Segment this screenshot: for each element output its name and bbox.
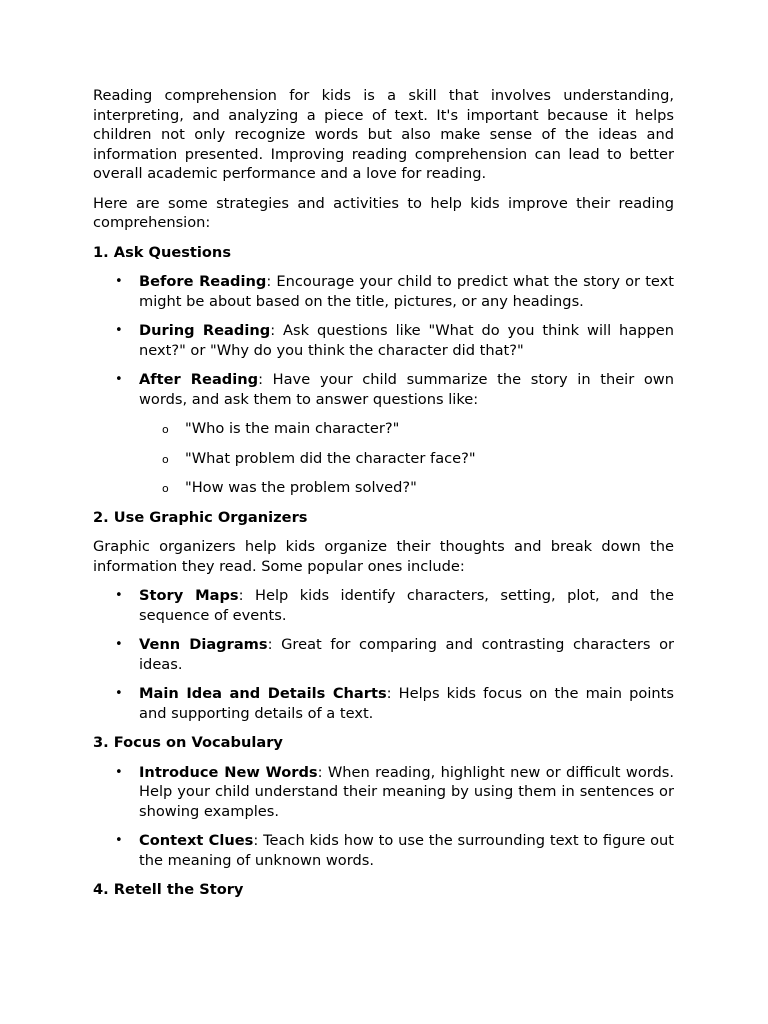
- list-item: [139, 272, 674, 311]
- list-item: [139, 831, 674, 870]
- item-term: Venn Diagrams: [139, 636, 268, 653]
- document-page: [93, 86, 674, 910]
- sub-list-item: o "Who is the main character?": [185, 419, 674, 439]
- list-item: [139, 370, 674, 498]
- intro-paragraph: Reading comprehension for kids is a skill that involves understanding, interpreting, and analyzing a piece of text. It's important because it helps children not only recognize words but also make sense of the ideas and information presented. Improving reading comprehension can lead to better overall academic performance and a love for reading.: [93, 87, 674, 182]
- sub-list: [139, 419, 674, 498]
- list-item: [139, 763, 674, 822]
- bullet-list: [93, 586, 674, 723]
- item-term: After Reading: [139, 371, 259, 388]
- item-text: : When reading, highlight new or difficult words. Help your child understand their meaning by using them in sentences or showing examples.: [139, 763, 674, 820]
- item-text: : Great for comparing and contrasting characters or ideas.: [139, 636, 674, 673]
- item-term: Context Clues: [139, 832, 254, 849]
- section-heading: 3. Focus on Vocabulary: [93, 734, 283, 751]
- item-text: : Helps kids focus on the main points and supporting details of a text.: [139, 685, 674, 722]
- item-term: Main Idea and Details Charts: [139, 685, 387, 702]
- list-item: [139, 684, 674, 723]
- item-text: : Help kids identify characters, setting, plot, and the sequence of events.: [139, 587, 674, 624]
- section-heading: 2. Use Graphic Organizers: [93, 508, 308, 526]
- item-term: Introduce New Words: [139, 763, 318, 781]
- item-text: : Have your child summarize the story in their own words, and ask them to answer questions like:: [139, 371, 674, 408]
- section-heading: 4. Retell the Story: [93, 881, 244, 898]
- item-text: : Encourage your child to predict what the story or text might be about based on the title, pictures, or any headings.: [139, 273, 674, 310]
- list-item: [139, 586, 674, 625]
- intro-paragraph: Here are some strategies and activities to help kids improve their reading comprehension:: [93, 194, 674, 231]
- bullet-list: [93, 763, 674, 871]
- sub-list-item: o "What problem did the character face?": [185, 449, 674, 469]
- item-text: : Ask questions like "What do you think will happen next?" or "Why do you think the character did that?": [139, 322, 675, 359]
- bullet-list: [93, 272, 674, 498]
- list-item: [139, 635, 674, 674]
- item-text: : Teach kids how to use the surrounding text to figure out the meaning of unknown words.: [139, 832, 675, 869]
- item-term: Story Maps: [139, 587, 239, 604]
- item-term: During Reading: [139, 322, 271, 339]
- sub-list-item: o "How was the problem solved?": [185, 478, 674, 498]
- section-intro: Graphic organizers help kids organize their thoughts and break down the information they read. Some popular ones include:: [93, 538, 674, 575]
- item-term: Before Reading: [139, 273, 267, 290]
- list-item: [139, 321, 674, 360]
- section-heading: 1. Ask Questions: [93, 243, 232, 261]
